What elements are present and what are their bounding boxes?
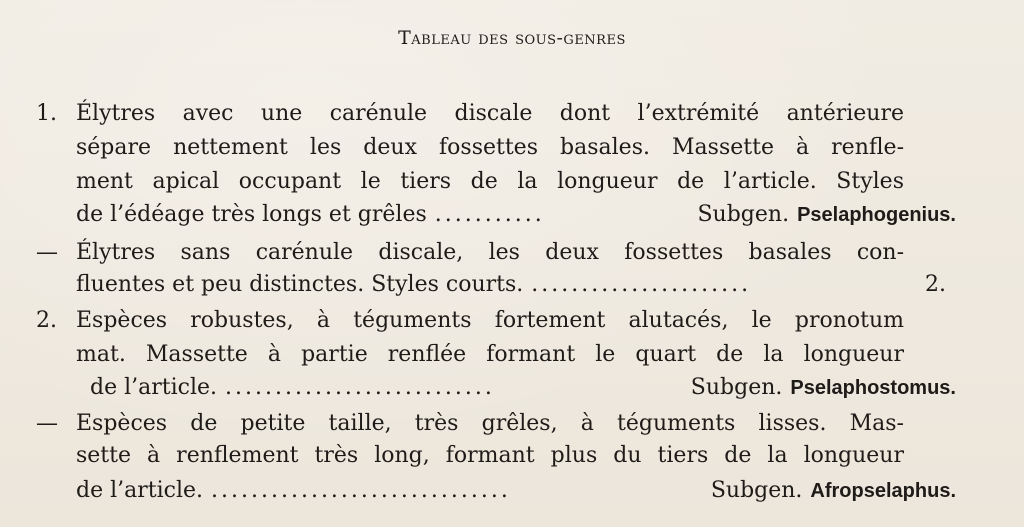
entry-2-genus: Pselaphostomus. — [790, 377, 956, 399]
entry-2b-genus: Afropselaphus. — [810, 480, 956, 502]
entry-2-marker: 2. — [36, 308, 57, 333]
entry-1-result-row — [76, 202, 956, 228]
entry-2-subgen-label: Subgen. — [690, 375, 783, 400]
entry-1b-dots: ...................... — [531, 272, 752, 297]
entry-2b-dots: .............................. — [211, 478, 511, 503]
entry-2b-marker: — — [36, 411, 58, 436]
entry-1b-next-number: 2. — [925, 272, 946, 297]
entry-1b-line-2: fluentes et peu distinctes. Styles courts. — [76, 272, 524, 297]
entry-2-result — [691, 375, 956, 401]
entry-2-line-2: mat. Massette à partie renflée formant le quart de la longueur — [76, 342, 904, 367]
entry-1-line-1: Élytres avec une carénule discale dont l’extrémité antérieure — [76, 101, 904, 126]
page-title: Tableau des sous-genres — [398, 27, 626, 49]
entry-2b-result — [711, 478, 956, 504]
entry-1b-result — [925, 272, 946, 298]
entry-1-line-3: ment apical occupant le tiers de la longueur de l’article. Styles — [76, 169, 904, 194]
entry-2b-line-1: Espèces de petite taille, très grêles, à téguments lisses. Mas- — [76, 411, 904, 436]
entry-1b-line-1: Élytres sans carénule discale, les deux fossettes basales con- — [76, 240, 904, 265]
entry-1-line-4: de l’édéage très longs et grêles — [76, 202, 427, 227]
entry-1b-marker: — — [36, 240, 58, 265]
entry-1-genus: Pselaphogenius. — [797, 204, 956, 226]
entry-2b-result-row — [76, 478, 956, 504]
entry-1-line-2: sépare nettement les deux fossettes basales. Massette à renfle- — [76, 135, 904, 160]
entry-1-result — [697, 202, 956, 228]
entry-2-result-row — [90, 375, 956, 401]
entry-1-subgen-label: Subgen. — [697, 202, 790, 227]
entry-1b-result-row — [76, 272, 956, 298]
entry-1-dots: ........... — [434, 202, 545, 227]
entry-2b-line-3: de l’article. — [76, 478, 204, 503]
entry-1-marker: 1. — [36, 101, 57, 126]
entry-2b-line-2: sette à renflement très long, formant plus du tiers de la longueur — [76, 443, 904, 468]
entry-2b-subgen-label: Subgen. — [710, 478, 803, 503]
entry-2-dots: ........................... — [225, 375, 495, 400]
entry-2-line-1: Espèces robustes, à téguments fortement alutacés, le pronotum — [76, 308, 904, 333]
entry-2-line-3: de l’article. — [90, 375, 218, 400]
